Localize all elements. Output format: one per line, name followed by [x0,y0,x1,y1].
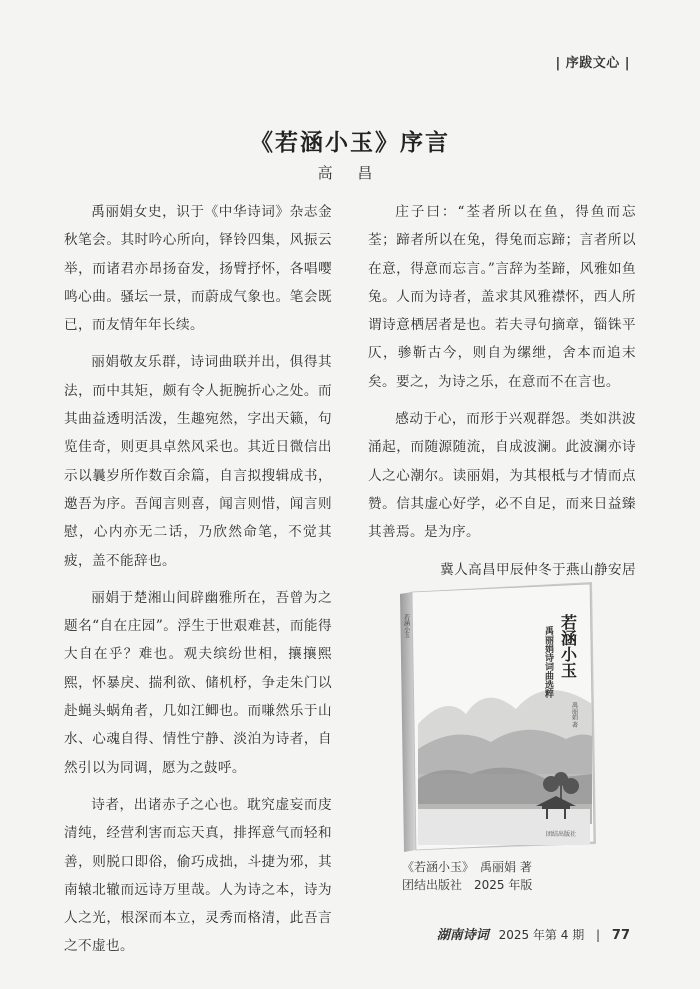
book-caption [402,858,532,894]
cover-subtitle: 禹丽娟诗词曲选粹 [543,626,553,698]
cover-author: 禹丽娟 著 [570,702,578,728]
page-footer [437,924,630,943]
paragraph: 禹丽娟女史，识于《中华诗词》杂志金秋笔会。其时吟心所向，铎铃四集，风振云举，而诸君亦昂扬奋发，扬臂抒怀，各唱嘤鸣心曲。骚坛一景，而蔚成气象也。笔会既已，而友情年年长续。 [64,204,332,334]
right-column [368,198,636,584]
left-column [64,198,332,970]
journal-name: 湖南诗词 [436,928,489,943]
signature: 冀人高昌甲辰仲冬于燕山静安居 [440,561,636,578]
book-cover-image [396,574,600,854]
caption-line: 团结出版社 2025 年版 [402,878,533,892]
article-title: 《若涵小玉》序言 [250,129,450,156]
paragraph: 庄子曰：“荃者所以在鱼，得鱼而忘荃；蹄者所以在兔，得兔而忘蹄；言者所以在意，得意而忘言。”言辞为荃蹄，风雅如鱼兔。人而为诗者，盖求其风雅襟怀，西人所谓诗意栖居者是也。若夫寻句摘章，锱铢平仄，骖靳古今，则自为缧绁，舍本而追末矣。要之，为诗之乐，在意而不在言也。 [368,204,636,390]
page-number: 77 [611,928,630,943]
article-author: 高 昌 [317,164,383,182]
footer-separator: | [596,928,601,942]
cover-publisher: 团结出版社 [546,831,577,838]
paragraph: 诗者，出诸赤子之心也。耽究虚妄而庋清纯，经营利害而忘天真，排挥意气而轻和善，则脱口即俗，偷巧成拙，斗捷为邪，其南辕北辙而远诗万里哉。人为诗之本，诗为人之光，根深而本立，灵秀而格清，此吾言之不虚也。 [64,796,332,955]
issue-info: 2025 年第 4 期 [498,928,585,942]
spine-title: 若涵小玉 [402,614,410,638]
caption-line: 《若涵小玉》 禹丽娟 著 [402,860,532,874]
cover-title: 若涵小玉 [558,614,578,678]
paragraph: 感动于心，而形于兴观群怨。类如洪波涌起，而随源随流，自成波澜。此波澜亦诗人之心潮尔。读丽娟，为其根柢与才情而点赞。信其虚心好学，必不自足，而来日益臻其善焉。是为序。 [368,411,636,541]
paragraph: 丽娟敬友乐群，诗词曲联并出，俱得其法，而中其矩，颇有令人扼腕折心之处。而其曲益透明活泼，生趣宛然，字出天籁，句览佳奇，则更具卓然风采也。其近日微信出示以曩岁所作数百余篇，自言拟搜辑成书，邀吾为序。吾闻言则喜，闻言则惜，闻言则慰，心内亦无二话，乃欣然命笔，不觉其疲，盖不能辞也。 [64,354,332,569]
paragraph: 丽娟于楚湘山间辟幽雅所在，吾曾为之题名“自在庄园”。浮生于世艰难甚，而能得大自在乎？难也。观夫缤纷世相，攘攘熙熙，怀暴戾、揣利欲、储机杼，争走朱门以赴蝇头蜗角者，几如江鲫也。而嗛然乐于山水、心魂自得、情性宁静、淡泊为诗者，自然引以为同调，愿为之鼓呼。 [64,589,332,776]
section-tag: | 序跋文心 | [555,56,630,71]
